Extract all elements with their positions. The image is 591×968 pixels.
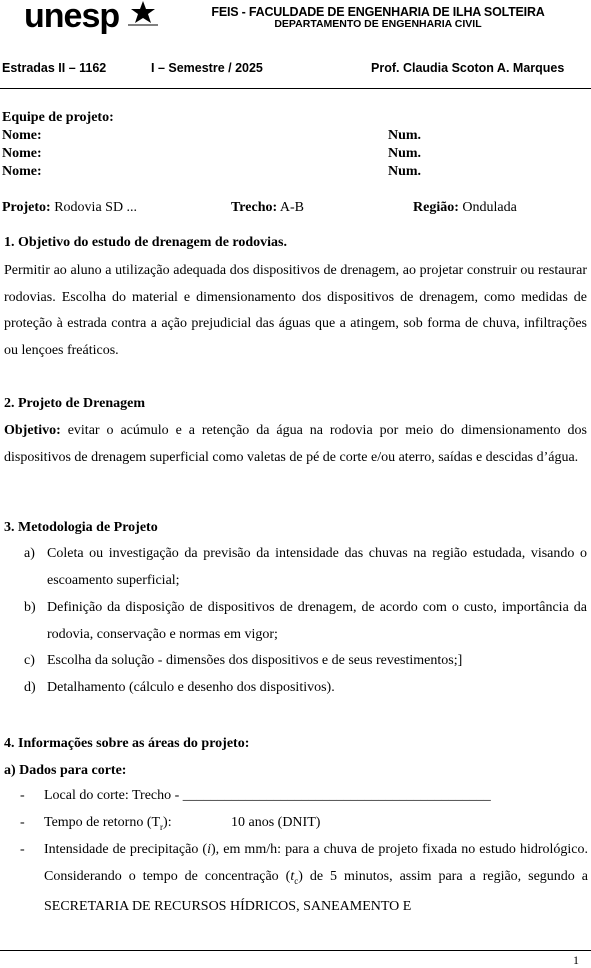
- course-code: Estradas II – 1162: [2, 61, 107, 75]
- bullet-dash-1: -: [20, 788, 25, 803]
- cut-location-label: Local do corte: Trecho -: [44, 788, 183, 803]
- team-heading: Equipe de projeto:: [2, 110, 114, 125]
- methodology-item-c: Escolha da solução - dimensões dos dispositivos e de seus revestimentos;]: [47, 653, 463, 668]
- methodology-item-a: Coleta ou investigação da previsão da intensidade das chuvas na região estudada, visando o escoamento superficial;: [47, 546, 587, 588]
- cut-location-line: [44, 783, 588, 810]
- stretch-value: A-B: [279, 200, 304, 215]
- project-value: Rodovia SD ...: [54, 200, 138, 215]
- name-label-2: Nome:: [2, 146, 42, 161]
- section1-paragraph: Permitir ao aluno a utilização adequada dos dispositivos de drenagem, ao projetar construir ou restaurar rodovias. Escolha do material e dimensionamento dos dispositivos de drenagem, como medidas de proteção à estrada contra a ação prejudicial das águas que a atingem, sob forma de chuva, infiltrações ou lençoes freáticos.: [4, 263, 587, 358]
- cut-data-heading: a) Dados para corte:: [4, 763, 127, 778]
- name-label-1: Nome:: [2, 128, 42, 143]
- return-time-label: Tempo de retorno $(T_r)$:: [44, 815, 172, 832]
- region-value: Ondulada: [462, 200, 517, 215]
- project-field: [2, 199, 137, 217]
- project-label: Projeto:: [2, 200, 51, 215]
- section3-title: 3. Metodologia de Projeto: [4, 520, 158, 535]
- return-time-line: [44, 810, 588, 840]
- region-field: [413, 199, 517, 217]
- item-c-marker: c): [24, 653, 35, 668]
- semester: I – Semestre / 2025: [151, 61, 263, 75]
- region-label: Região:: [413, 200, 459, 215]
- bullet-dash-2: -: [20, 815, 25, 830]
- num-label-1: Num.: [388, 128, 422, 143]
- professor-name: Prof. Claudia Scoton A. Marques: [371, 61, 565, 75]
- section4-title: 4. Informações sobre as áreas do projeto:: [4, 736, 250, 751]
- item-d-marker: d): [24, 680, 36, 695]
- unesp-star-icon: [128, 0, 158, 26]
- page-number: 1: [573, 953, 579, 967]
- section1-title: 1. Objetivo do estudo de drenagem de rodovias.: [4, 235, 287, 250]
- objective-text: evitar o acúmulo e a retenção da água na rodovia por meio do dimensionamento dos dispositivos de drenagem superficial como valetas de pé de corte e/ou aterro, saídas e descidas d’água.: [4, 423, 587, 465]
- num-label-2: Num.: [388, 146, 422, 161]
- bullet-dash-3: -: [20, 842, 25, 857]
- methodology-item-b: Definição da disposição de dispositivos de drenagem, de acordo com o custo, importância da rodovia, conservação e normas em vigor;: [47, 600, 587, 642]
- name-label-3: Nome:: [2, 164, 42, 179]
- header-divider: [0, 88, 591, 89]
- section2-paragraph: [4, 418, 587, 471]
- faculty-name: FEIS - FACULDADE DE ENGENHARIA DE ILHA SOLTEIRA: [211, 5, 545, 19]
- return-time-value: 10 anos (DNIT): [231, 815, 321, 830]
- footer-divider: [0, 950, 591, 951]
- stretch-field: [231, 199, 304, 217]
- unesp-logo: unesp: [24, 0, 120, 35]
- intensity-paragraph: Intensidade de precipitação (i), em mm/h: para a chuva de projeto fixada no estudo hidrológico. Considerando o tempo de concentração $(t_c)$ de 5 minutos, assim para a região, segundo a SECRETARIA DE RECURSOS HÍDRICOS, SANEAMENTO E: [44, 842, 588, 914]
- methodology-item-d: Detalhamento (cálculo e desenho dos dispositivos).: [47, 680, 335, 695]
- objective-label: Objetivo:: [4, 423, 61, 438]
- item-a-marker: a): [24, 546, 35, 561]
- num-label-3: Num.: [388, 164, 422, 179]
- cut-location-blank: ____________________________________________: [182, 788, 491, 803]
- stretch-label: Trecho:: [231, 200, 278, 215]
- section2-title: 2. Projeto de Drenagem: [4, 396, 145, 411]
- department-name: DEPARTAMENTO DE ENGENHARIA CIVIL: [274, 18, 482, 30]
- item-b-marker: b): [24, 600, 36, 615]
